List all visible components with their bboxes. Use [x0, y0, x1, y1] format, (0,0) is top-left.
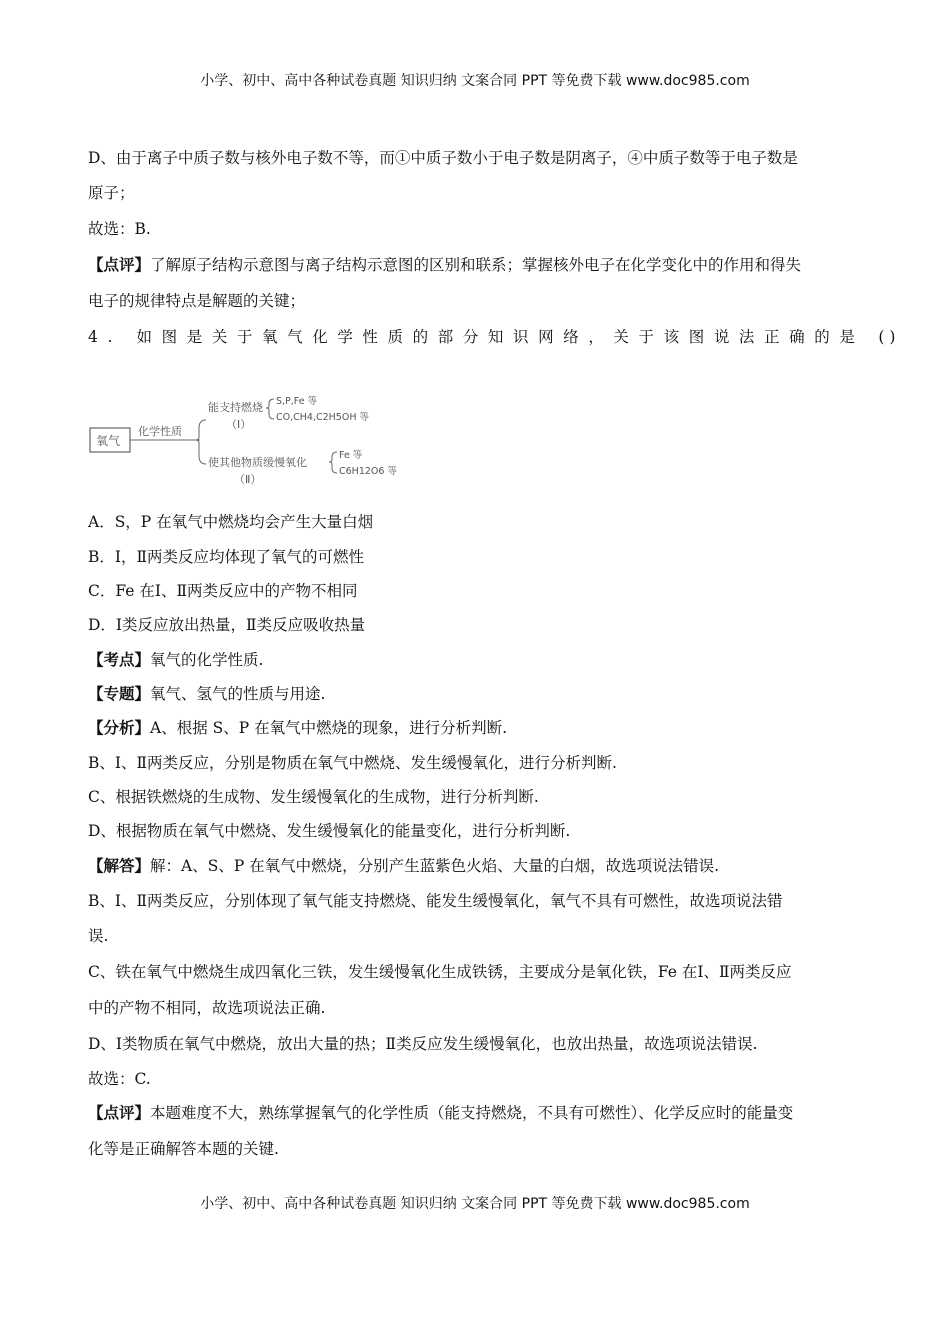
- branch1-brace: [266, 399, 274, 419]
- branch1-item1: S,P,Fe 等: [276, 396, 318, 407]
- fenxi-b: B、Ⅰ、Ⅱ两类反应，分别是物质在氧气中燃烧、发生缓慢氧化，进行分析判断.: [88, 754, 617, 772]
- jieda-line: [88, 854, 868, 876]
- branch2-item1: Fe 等: [339, 450, 363, 461]
- zhuanti-line: [88, 682, 868, 704]
- fenxi-a: A、根据 S、P 在氧气中燃烧的现象，进行分析判断.: [150, 719, 508, 737]
- prev-choose: 故选：B.: [88, 220, 151, 238]
- page-footer: 小学、初中、高中各种试卷真题 知识归纳 文案合同 PPT 等免费下载 www.doc985.com: [200, 1196, 750, 1212]
- kaodian-text: 氧气的化学性质.: [150, 651, 264, 669]
- kaodian-line: [88, 648, 868, 670]
- prev-d-line1: D、由于离子中质子数与核外电子数不等，而①中质子数小于电子数是阴离子，④中质子数等于电子数是: [88, 149, 798, 167]
- dianping-line2: 化等是正确解答本题的关键.: [88, 1140, 279, 1158]
- branch2-brace: [329, 452, 337, 473]
- main-brace: [195, 420, 206, 464]
- branch2-number: （Ⅱ）: [234, 473, 262, 486]
- jieda-c2: 中的产物不相同，故选项说法正确.: [88, 999, 326, 1017]
- kaodian-tag: 【考点】: [88, 650, 151, 669]
- q4-stem: 4. 如图是关于氧气化学性质的部分知识网络，关于该图说法正确的是: [88, 328, 865, 346]
- prev-d-line2: 原子；: [88, 184, 135, 202]
- branch1-number: （Ⅰ）: [226, 418, 252, 431]
- q4-answer-blank: ( ): [878, 328, 896, 346]
- comment-text: 了解原子结构示意图与离子结构示意图的区别和联系；掌握核外电子在化学变化中的作用和得失: [150, 256, 802, 274]
- prev-comment-line2: 电子的规律特点是解题的关键；: [88, 292, 306, 310]
- jieda-b1: B、Ⅰ、Ⅱ两类反应，分别体现了氧气能支持燃烧、能发生缓慢氧化，氧气不具有可燃性，故选项说法错: [88, 892, 783, 910]
- page-header: 小学、初中、高中各种试卷真题 知识归纳 文案合同 PPT 等免费下载 www.doc985.com: [200, 73, 750, 89]
- branch1-item2: CO,CH4,C2H5OH 等: [276, 412, 369, 423]
- option-b: B．Ⅰ，Ⅱ两类反应均体现了氧气的可燃性: [88, 548, 365, 566]
- jieda-b2: 误.: [88, 927, 109, 945]
- zhuanti-text: 氧气、氢气的性质与用途.: [150, 685, 326, 703]
- jieda-tag: 【解答】: [88, 856, 151, 875]
- dianping-tag: 【点评】: [88, 1103, 151, 1122]
- oxygen-label: 氧气: [96, 434, 121, 448]
- dianping-line1: [88, 1101, 868, 1123]
- dianping-text1: 本题难度不大，熟练掌握氧气的化学性质（能支持燃烧，不具有可燃性）、化学反应时的能量变: [150, 1104, 794, 1122]
- fenxi-c: C、根据铁燃烧的生成物、发生缓慢氧化的生成物，进行分析判断.: [88, 788, 539, 806]
- jieda-a: 解：A、S、P 在氧气中燃烧，分别产生蓝紫色火焰、大量的白烟，故选项说法错误.: [150, 857, 720, 875]
- chem-property-label: 化学性质: [138, 425, 182, 438]
- branch1-label: 能支持燃烧: [208, 401, 263, 414]
- fenxi-tag: 【分析】: [88, 718, 151, 737]
- q4-stem-line: [88, 325, 896, 347]
- oxygen-knowledge-diagram: [88, 392, 398, 494]
- fenxi-line: [88, 716, 868, 738]
- zhuanti-tag: 【专题】: [88, 684, 151, 703]
- prev-comment-line1: [88, 253, 868, 275]
- comment-tag: 【点评】: [88, 255, 151, 274]
- fenxi-d: D、根据物质在氧气中燃烧、发生缓慢氧化的能量变化，进行分析判断.: [88, 822, 571, 840]
- branch2-item2: C6H12O6 等: [339, 466, 397, 477]
- jieda-c1: C、铁在氧气中燃烧生成四氧化三铁，发生缓慢氧化生成铁锈，主要成分是氧化铁，Fe 在Ⅰ、Ⅱ两类反应: [88, 963, 792, 981]
- q4-choose: 故选：C.: [88, 1070, 151, 1088]
- option-d: D．Ⅰ类反应放出热量，Ⅱ类反应吸收热量: [88, 616, 366, 634]
- option-a: A．S，P 在氧气中燃烧均会产生大量白烟: [88, 513, 374, 531]
- option-c: C．Fe 在Ⅰ、Ⅱ两类反应中的产物不相同: [88, 582, 358, 600]
- branch2-label: 使其他物质缓慢氧化: [208, 456, 307, 469]
- jieda-d: D、Ⅰ类物质在氧气中燃烧，放出大量的热；Ⅱ类反应发生缓慢氧化，也放出热量，故选项说法错误.: [88, 1035, 758, 1053]
